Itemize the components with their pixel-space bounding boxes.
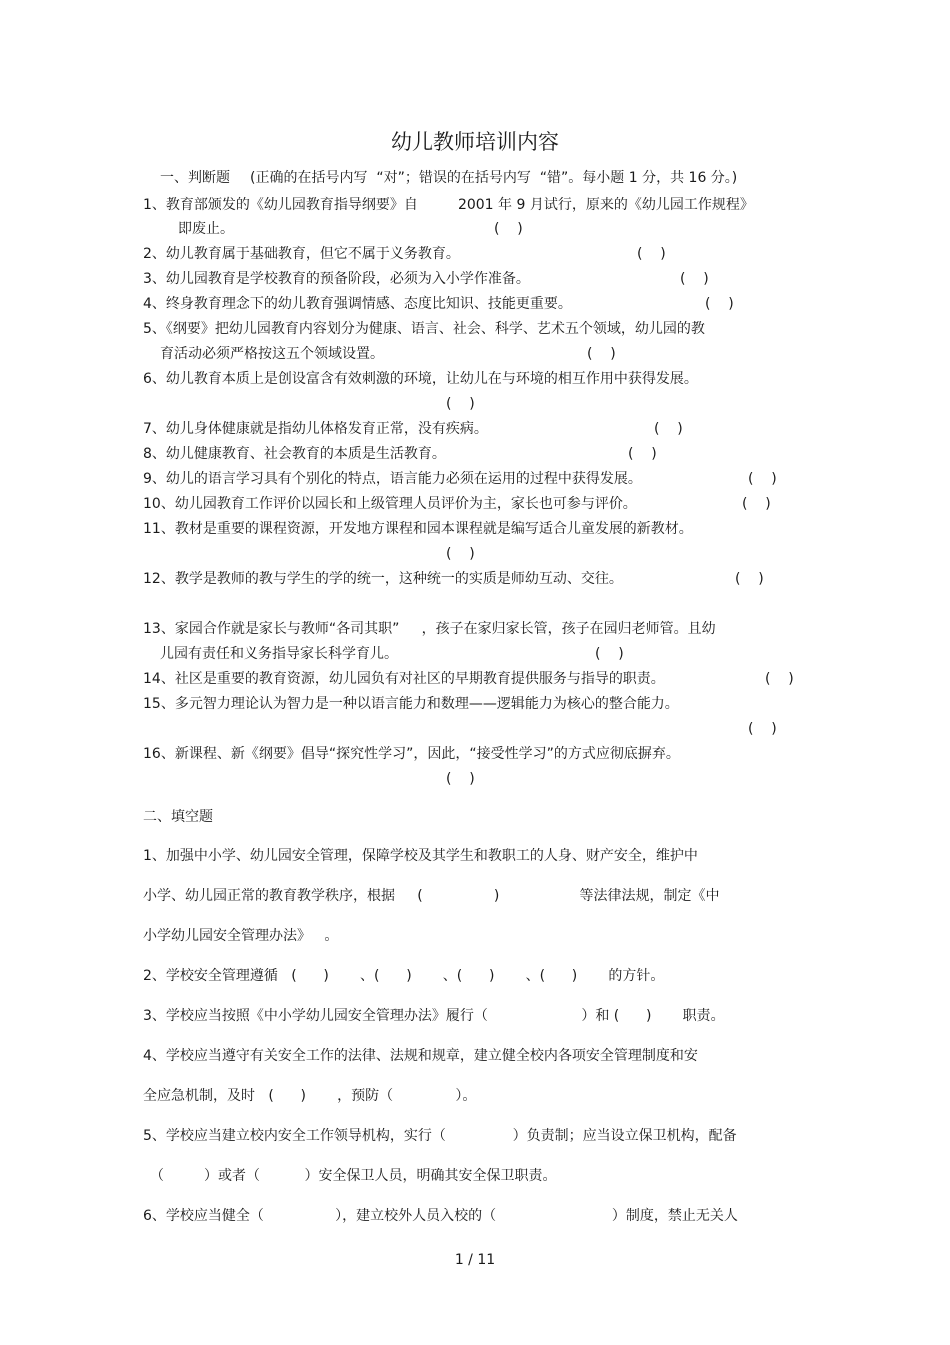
page-number: 1 / 11 [454,1252,496,1268]
answer-bracket-6: ( ) [446,396,475,412]
question-9: 9、幼儿的语言学习具有个别化的特点，语言能力必须在运用的过程中获得发展。 [143,471,642,487]
question-13-line-2: 儿园有责任和义务指导家长科学育儿。 [160,646,398,662]
question-13-line-1: 13、家园合作就是家长与教师“各司其职” ，孩子在家归家长管，孩子在园归老师管。且幼 [143,621,716,637]
answer-bracket-11: ( ) [446,546,475,562]
fill-5-line-2: （ ）或者（ ）安全保卫人员，明确其安全保卫职责。 [150,1168,557,1184]
answer-bracket-2: ( ) [637,246,666,262]
question-10: 10、幼儿园教育工作评价以园长和上级管理人员评价为主，家长也可参与评价。 [143,496,637,512]
fill-1-line-3: 小学幼儿园安全管理办法》 。 [143,928,339,944]
answer-bracket-1: ( ) [494,221,523,237]
answer-bracket-12: ( ) [735,571,764,587]
question-1-line-2: 即废止。 [178,221,234,237]
fill-6-line-1: 6、学校应当健全（ ），建立校外人员入校的（ ）制度，禁止无关人 [143,1208,738,1224]
question-15: 15、多元智力理论认为智力是一种以语言能力和数理——逻辑能力为核心的整合能力。 [143,696,679,712]
question-12: 12、教学是教师的教与学生的学的统一，这种统一的实质是师幼互动、交往。 [143,571,623,587]
answer-bracket-10: ( ) [742,496,771,512]
page-title: 幼儿教师培训内容 [391,130,559,154]
section1-instruction: (正确的在括号内写 “对”；错误的在括号内写 “错”。每小题 1 分，共 16 分。) [250,170,738,186]
question-14: 14、社区是重要的教育资源，幼儿园负有对社区的早期教育提供服务与指导的职责。 [143,671,665,687]
fill-2: 2、学校安全管理遵循 ( ) 、( ) 、( ) 、( ) 的方针。 [143,968,665,984]
question-16: 16、新课程、新《纲要》倡导“探究性学习”，因此，“接受性学习”的方式应彻底摒弃。 [143,746,680,762]
answer-bracket-14: ( ) [765,671,794,687]
fill-1-line-1: 1、加强中小学、幼儿园安全管理，保障学校及其学生和教职工的人身、财产安全，维护中 [143,848,698,864]
question-1-line-1: 1、教育部颁发的《幼儿园教育指导纲要》自 2001 年 9 月试行，原来的《幼儿园工作规程》 [143,197,754,213]
fill-1-line-2: 小学、幼儿园正常的教育教学秩序，根据 ( ) 等法律法规，制定《中 [143,888,720,904]
question-11: 11、教材是重要的课程资源，开发地方课程和园本课程就是编写适合儿童发展的新教材。 [143,521,693,537]
answer-bracket-5: ( ) [587,346,616,362]
question-5-line-2: 育活动必须严格按这五个领域设置。 [160,346,384,362]
answer-bracket-4: ( ) [705,296,734,312]
question-7: 7、幼儿身体健康就是指幼儿体格发育正常，没有疾病。 [143,421,488,437]
answer-bracket-15: ( ) [748,721,777,737]
section1-heading: 一、判断题 [160,170,230,186]
fill-4-line-2: 全应急机制，及时 ( ) ，预防（ ）。 [143,1088,477,1104]
question-5-line-1: 5、《纲要》把幼儿园教育内容划分为健康、语言、社会、科学、艺术五个领域，幼儿园的教 [143,321,705,337]
question-2: 2、幼儿教育属于基础教育，但它不属于义务教育。 [143,246,460,262]
question-3: 3、幼儿园教育是学校教育的预备阶段，必须为入小学作准备。 [143,271,530,287]
fill-4-line-1: 4、学校应当遵守有关安全工作的法律、法规和规章，建立健全校内各项安全管理制度和安 [143,1048,698,1064]
section2-heading: 二、填空题 [143,809,213,825]
answer-bracket-8: ( ) [628,446,657,462]
question-6: 6、幼儿教育本质上是创设富含有效刺激的环境，让幼儿在与环境的相互作用中获得发展。 [143,371,698,387]
fill-3: 3、学校应当按照《中小学幼儿园安全管理办法》履行（ ）和 ( ) 职责。 [143,1008,725,1024]
question-4: 4、终身教育理念下的幼儿教育强调情感、态度比知识、技能更重要。 [143,296,572,312]
answer-bracket-9: ( ) [748,471,777,487]
answer-bracket-13: ( ) [595,646,624,662]
fill-5-line-1: 5、学校应当建立校内安全工作领导机构，实行（ ）负责制；应当设立保卫机构，配备 [143,1128,737,1144]
question-8: 8、幼儿健康教育、社会教育的本质是生活教育。 [143,446,446,462]
answer-bracket-16: ( ) [446,771,475,787]
answer-bracket-3: ( ) [680,271,709,287]
answer-bracket-7: ( ) [654,421,683,437]
